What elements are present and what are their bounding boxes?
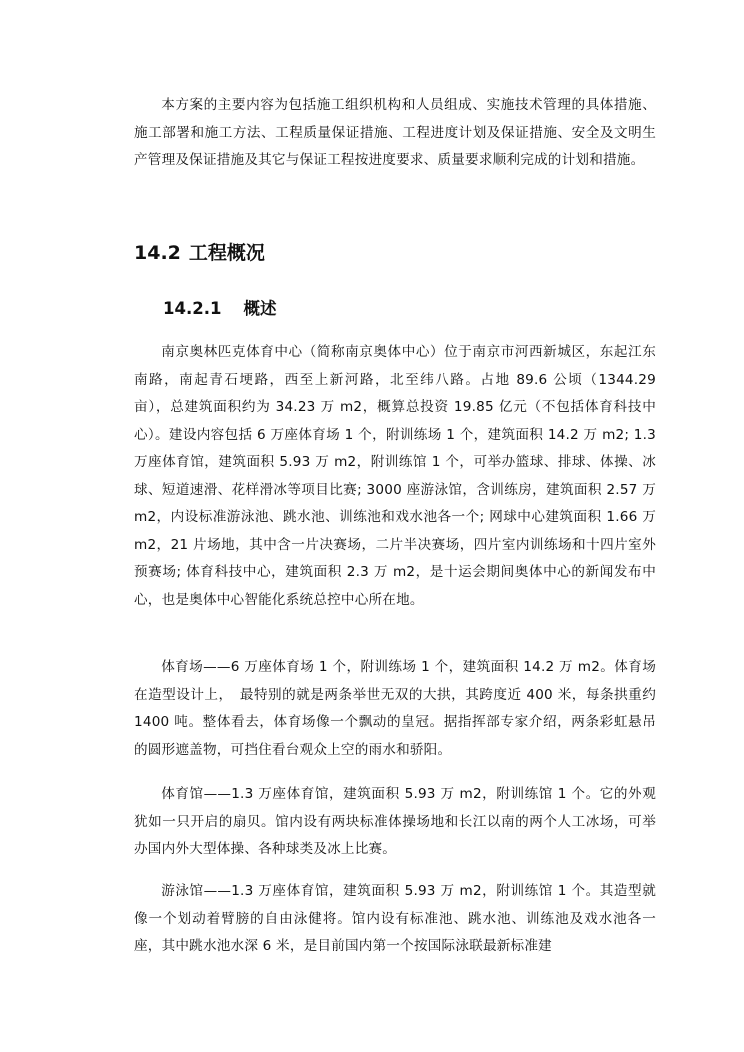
section-heading: [134, 240, 265, 266]
subsection-heading: [163, 297, 276, 321]
subsection-title: 概述: [243, 299, 277, 318]
stadium-paragraph: 体育场——6 万座体育场 1 个，附训练场 1 个，建筑面积 14.2 万 m2。体育场在造型设计上， 最特别的就是两条举世无双的大拱，其跨度近 400 米，每条拱重约 1400 吨。整体看去，体育场像一个飘动的皇冠。据指挥部专家介绍，两条彩虹悬吊的圆形遮盖物，可挡住看台观众上空的雨水和骄阳。: [134, 659, 656, 758]
overview-paragraph: 南京奥林匹克体育中心（简称南京奥体中心）位于南京市河西新城区，东起江东南路，南起青石埂路，西至上新河路，北至纬八路。占地 89.6 公顷（1344.29 亩），总建筑面积约为 34.23 万 m2，概算总投资 19.85 亿元（不包括体育科技中心）。建设内容包括 6 万座体育场 1 个，附训练场 1 个，建筑面积 14.2 万 m2; 1.3 万座体育馆，建筑面积 5.93 万 m2，附训练馆 1 个，可举办篮球、排球、体操、冰球、短道速滑、花样滑冰等项目比赛; 3000 座游泳馆，含训练房，建筑面积 2.57 万 m2，内设标准游泳池、跳水池、训练池和戏水池各一个; 网球中心建筑面积 1.66 万 m2，21 片场地，其中含一片决赛场，二片半决赛场，四片室内训练场和十四片室外预赛场; 体育科技中心，建筑面积 2.3 万 m2，是十运会期间奥体中心的新闻发布中心，也是奥体中心智能化系统总控中心所在地。: [134, 344, 656, 608]
natatorium-paragraph: 游泳馆——1.3 万座体育馆，建筑面积 5.93 万 m2，附训练馆 1 个。其造型就像一个划动着臂膀的自由泳健将。馆内设有标准池、跳水池、训练池及戏水池各一座，其中跳水池水深 6 米，是目前国内第一个按国际泳联最新标准建: [134, 883, 656, 954]
section-number: 14.2: [134, 242, 181, 264]
section-title: 工程概况: [188, 242, 265, 264]
subsection-number: 14.2.1: [163, 299, 222, 318]
intro-paragraph: 本方案的主要内容为包括施工组织机构和人员组成、实施技术管理的具体措施、施工部署和施工方法、工程质量保证措施、工程进度计划及保证措施、安全及文明生产管理及保证措施及其它与保证工程按进度要求、质量要求顺利完成的计划和措施。: [134, 97, 656, 168]
gymnasium-paragraph: 体育馆——1.3 万座体育馆，建筑面积 5.93 万 m2，附训练馆 1 个。它的外观犹如一只开启的扇贝。馆内设有两块标准体操场地和长江以南的两个人工冰场，可举办国内外大型体操、各种球类及冰上比赛。: [134, 786, 656, 857]
